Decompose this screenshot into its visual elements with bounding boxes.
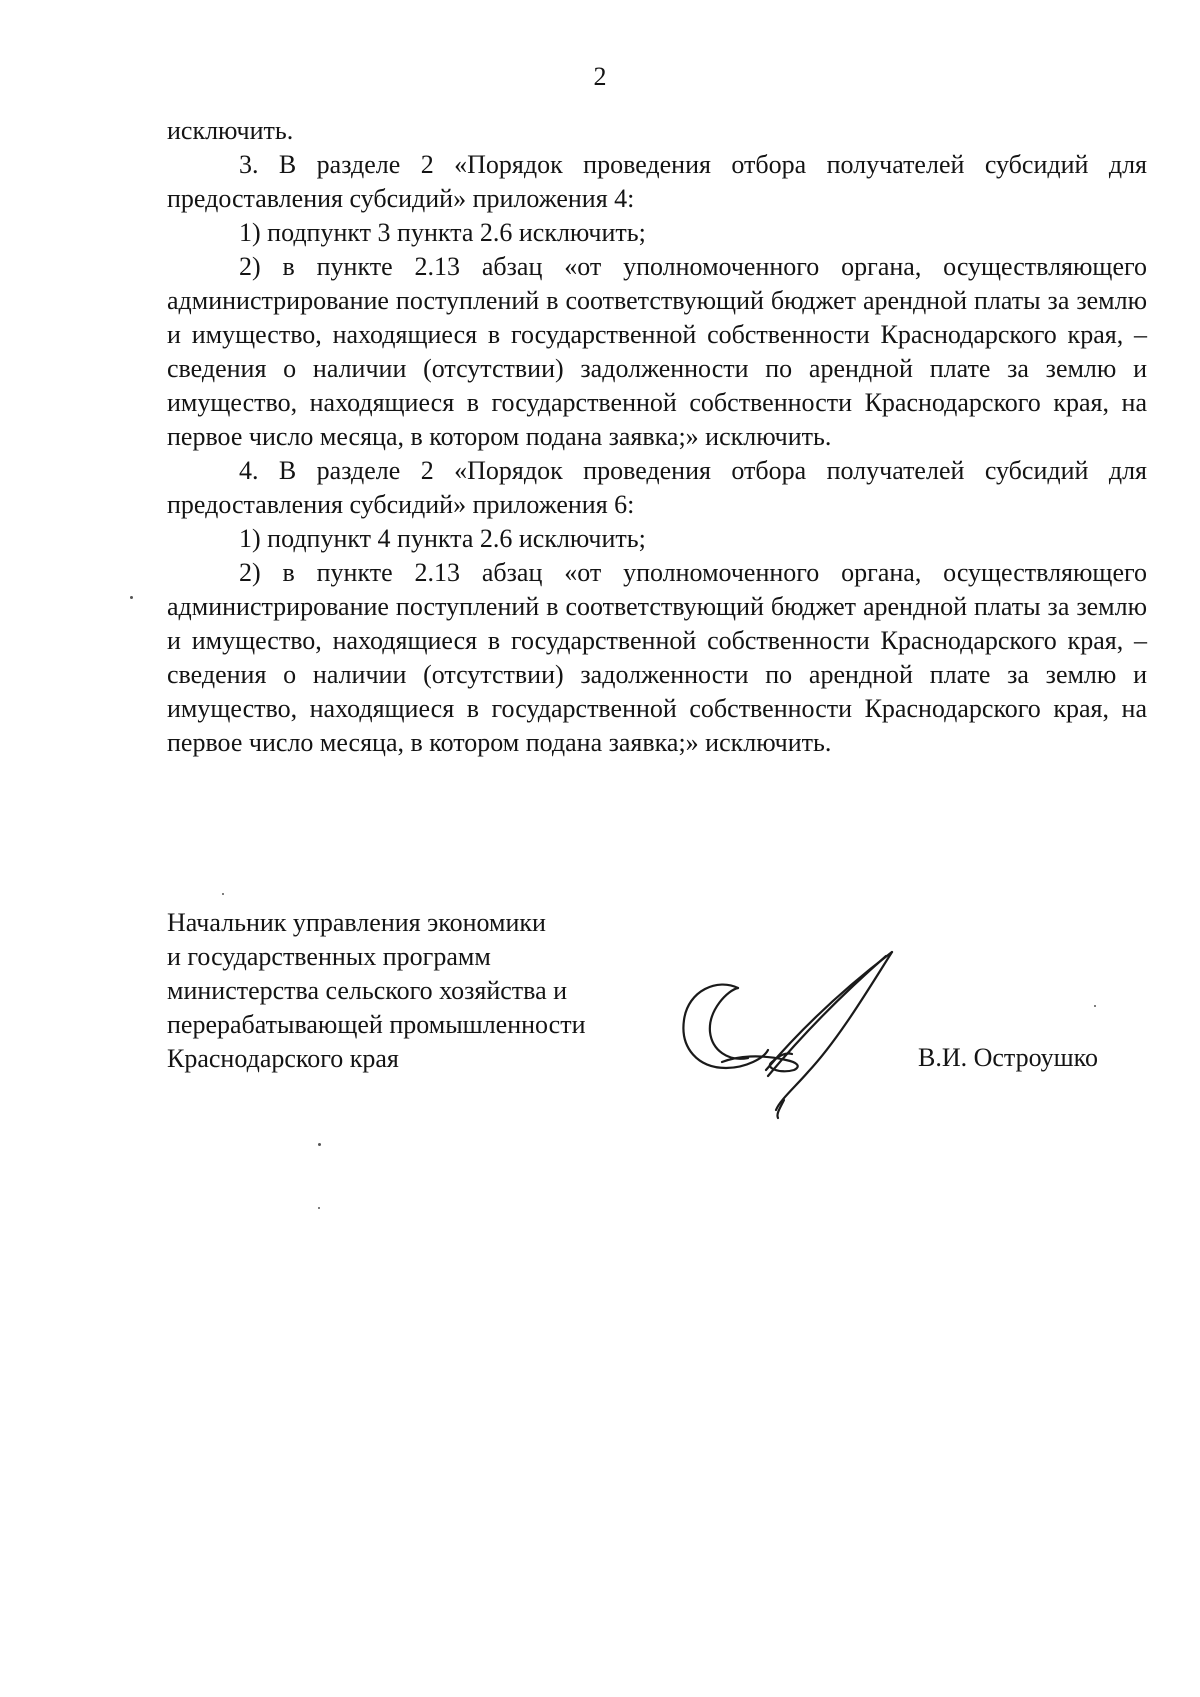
signatory-title-line: министерства сельского хозяйства и [167,976,568,1005]
signatory-title [167,906,647,1076]
page-number: 2 [593,62,607,91]
handwritten-signature [668,950,918,1120]
paragraph: 2) в пункте 2.13 абзац «от уполномоченного органа, осуществляющего администрирование поступлений в соответствующий бюджет арендной платы за землю и имущество, находящиеся в государственной собственности Краснодарского края, – сведения о наличии (отсутствии) задолженности по арендной плате за землю и имущество, находящиеся в государственной собственности Краснодарского края, на первое число месяца, в котором подана заявка;» исключить. [167,558,1147,757]
scan-speck [1094,1005,1096,1007]
paragraph: 2) в пункте 2.13 абзац «от уполномоченного органа, осуществляющего администрирование поступлений в соответствующий бюджет арендной платы за землю и имущество, находящиеся в государственной собственности Краснодарского края, – сведения о наличии (отсутствии) задолженности по арендной плате за землю и имущество, находящиеся в государственной собственности Краснодарского края, на первое число месяца, в котором подана заявка;» исключить. [167,252,1147,451]
paragraph: 1) подпункт 3 пункта 2.6 исключить; [239,218,646,247]
scan-speck [318,1207,320,1209]
paragraph: 4. В разделе 2 «Порядок проведения отбора получателей субсидий для предоставления субсидий» приложения 6: [167,456,1147,519]
document-body [167,114,1147,760]
signatory-title-line: Начальник управления экономики [167,908,546,937]
paragraph: 3. В разделе 2 «Порядок проведения отбора получателей субсидий для предоставления субсидий» приложения 4: [167,150,1147,213]
scan-speck [222,893,224,895]
scan-speck [318,1143,321,1146]
scan-speck [130,596,133,599]
signatory-title-line: перерабатывающей промышленности [167,1010,586,1039]
signatory-name: В.И. Остроушко [918,1043,1098,1072]
signatory-title-line: Краснодарского края [167,1044,399,1073]
paragraph: 1) подпункт 4 пункта 2.6 исключить; [239,524,646,553]
paragraph: исключить. [167,116,294,145]
signatory-title-line: и государственных программ [167,942,491,971]
